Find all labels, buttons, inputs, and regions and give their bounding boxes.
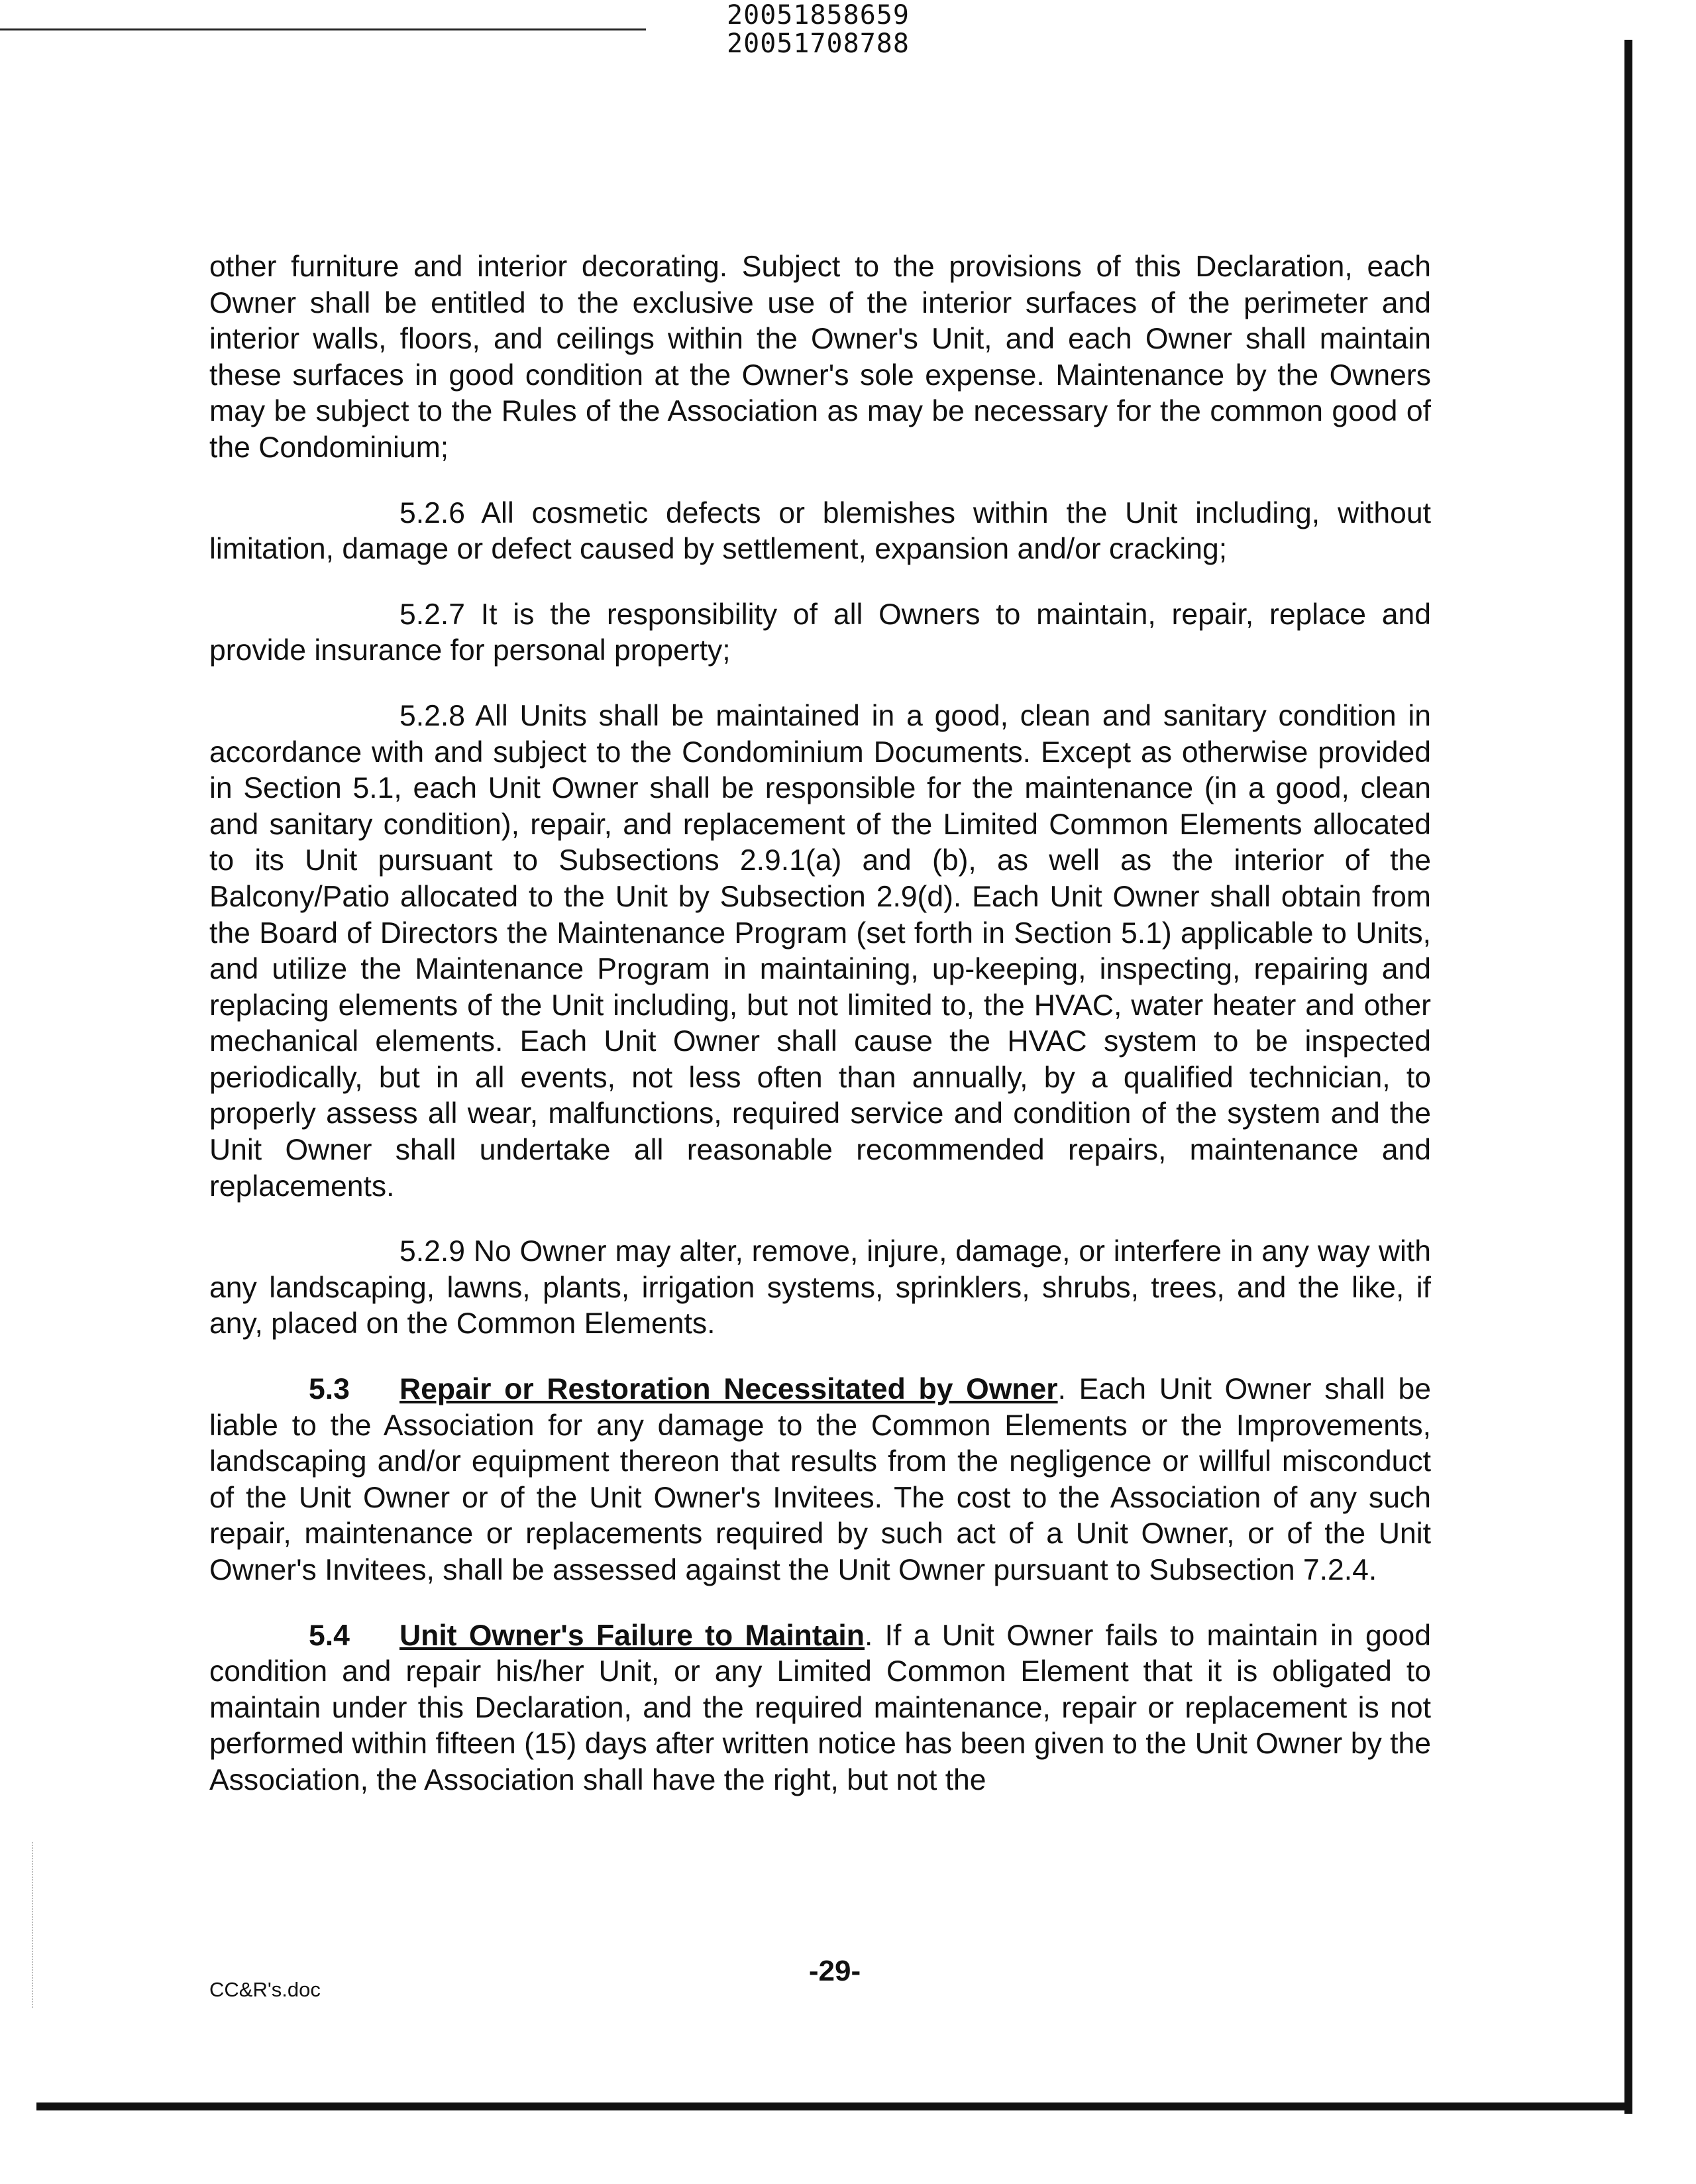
section-text: . Each Unit Owner shall be liable to the Association for any damage to the Common Elements or the Improvements, landscaping and/or equipment thereon that results from the negligence or willful misconduct of the Unit Owner or of the Unit Owner's Invitees. The cost to the Association of any such repair, maintenance or replacements required by such act of a Unit Owner, or of the Unit Owner's Invitees, shall be assessed against the Unit Owner pursuant to Subsection 7.2.4. (209, 1373, 1431, 1586)
document-number: 20051708788 (727, 28, 910, 59)
footer-filename: CC&R's.doc (209, 1978, 321, 2001)
paragraph-continuation: other furniture and interior decorating. Subject to the provisions of this Declaration, each Owner shall be entitled to the exclusive use of the interior surfaces of the perimeter and interior walls, floors, and ceilings within the Owner's Unit, and each Owner shall maintain these surfaces in good condition at the Owner's sole expense. Maintenance by the Owners may be subject to the Rules of the Association as may be necessary for the common good of the Condominium; (209, 250, 1431, 464)
section-number: 5.3 (309, 1373, 350, 1406)
paragraph-5-2-7: 5.2.7 It is the responsibility of all Owners to maintain, repair, replace and provide insurance for personal property; (209, 598, 1431, 667)
paragraph-5-2-8: 5.2.8 All Units shall be maintained in a good, clean and sanitary condition in accordance with and subject to the Condominium Documents. Except as otherwise provided in Section 5.1, each Unit Owner shall be responsible for the maintenance (in a good, clean and sanitary condition), repair, and replacement of the Limited Common Elements allocated to its Unit pursuant to Subsections 2.9.1(a) and (b), as well as the interior of the Balcony/Patio allocated to the Unit by Subsection 2.9(d). Each Unit Owner shall obtain from the Board of Directors the Maintenance Program (set forth in Section 5.1) applicable to Units, and utilize the Maintenance Program in maintaining, up-keeping, inspecting, repairing and replacing elements of the Unit including, but not limited to, the HVAC, water heater and other mechanical elements. Each Unit Owner shall cause the HVAC system to be inspected periodically, but in all events, not less often than annually, by a qualified technician, to properly assess all wear, malfunctions, required service and condition of the system and the Unit Owner shall undertake all reasonable recommended repairs, maintenance and replacements. (209, 699, 1431, 1203)
bottom-rule (36, 2102, 1632, 2110)
page-number: -29- (808, 1955, 861, 1987)
section-number: 5.4 (309, 1619, 350, 1652)
section-5-3 (209, 1372, 1431, 1589)
right-margin-bar (1624, 40, 1632, 2114)
scan-specks (32, 1842, 33, 2008)
section-heading: Unit Owner's Failure to Maintain (399, 1619, 865, 1652)
paragraph-5-2-6: 5.2.6 All cosmetic defects or blemishes within the Unit including, without limitation, damage or defect caused by settlement, expansion and/or cracking; (209, 496, 1431, 566)
top-rule (0, 28, 646, 30)
document-number: 20051858659 (727, 0, 910, 30)
section-5-4 (209, 1618, 1431, 1799)
document-body (209, 249, 1431, 1799)
section-text: . If a Unit Owner fails to maintain in good condition and repair his/her Unit, or any Limited Common Element that it is obligated to maintain under this Declaration, and the required maintenance, repair or replacement is not performed within fifteen (15) days after written notice has been given to the Unit Owner by the Association, the Association shall have the right, but not the (209, 1619, 1431, 1796)
paragraph-5-2-9: 5.2.9 No Owner may alter, remove, injure, damage, or interfere in any way with any landscaping, lawns, plants, irrigation systems, sprinklers, shrubs, trees, and the like, if any, placed on the Common Elements. (209, 1235, 1431, 1340)
section-heading: Repair or Restoration Necessitated by Owner (399, 1373, 1058, 1406)
document-numbers (712, 1, 924, 58)
